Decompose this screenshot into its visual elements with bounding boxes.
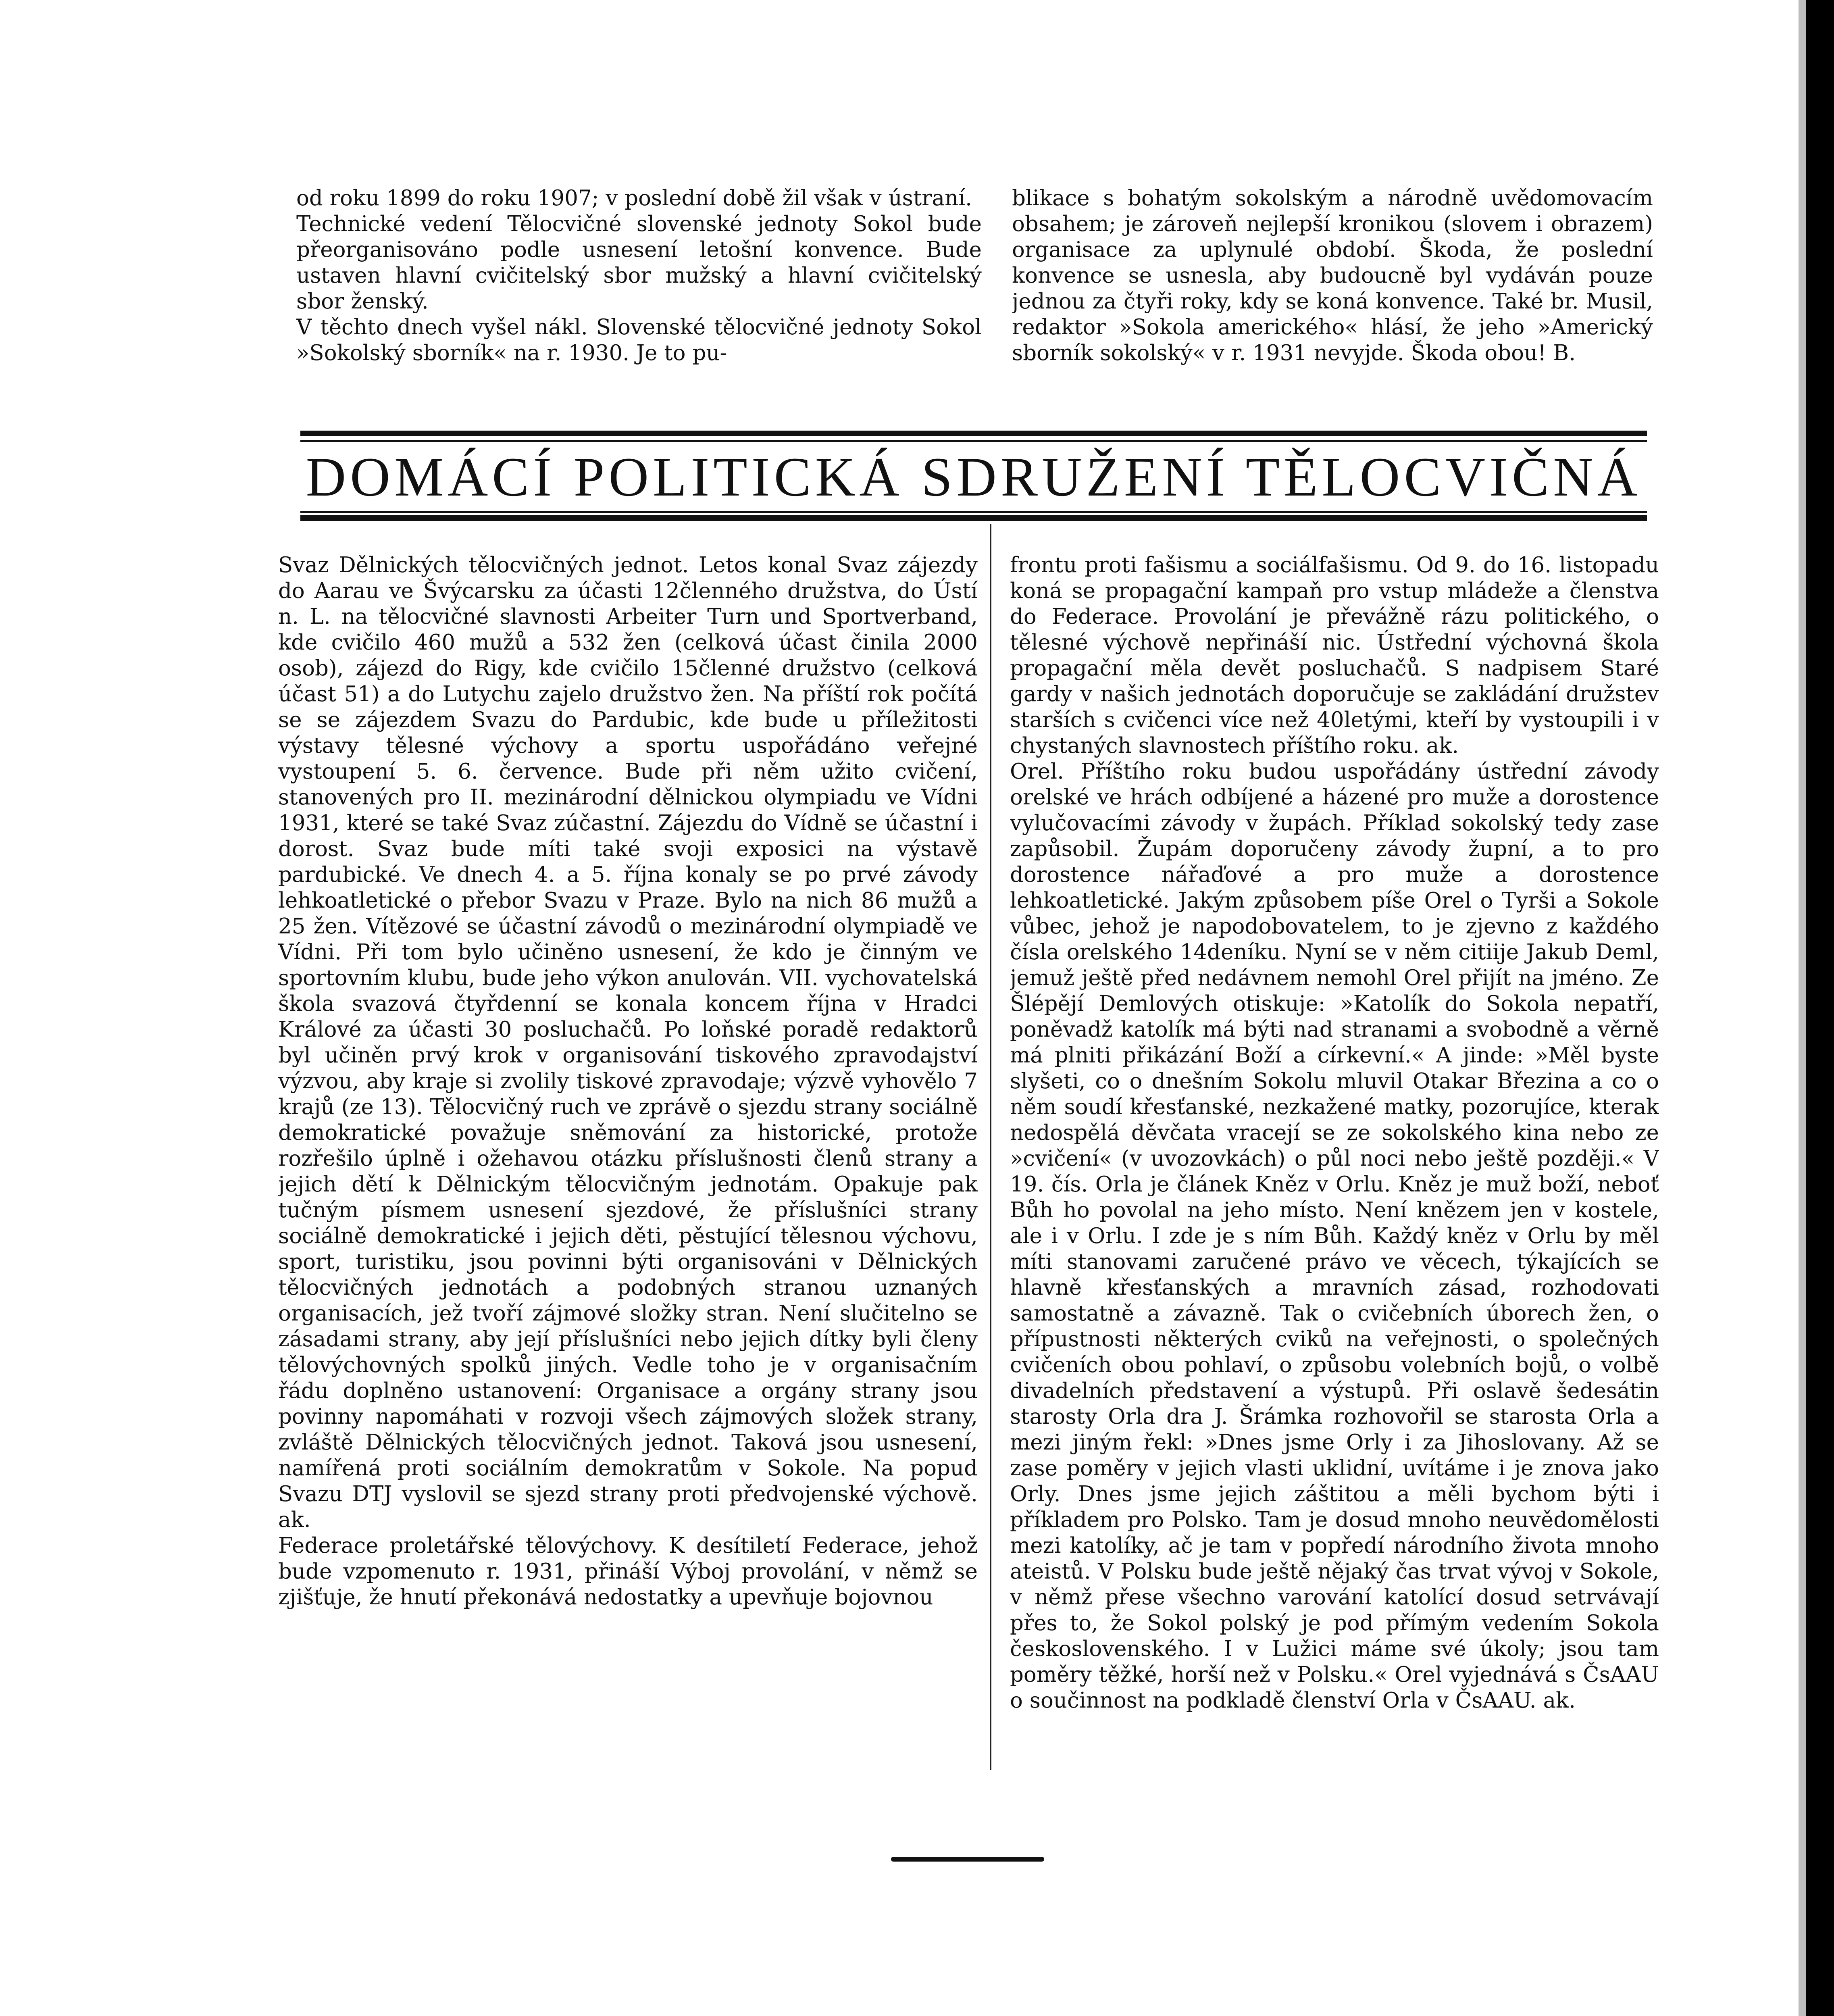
column-divider <box>990 524 991 1770</box>
section-end-ornament <box>891 1857 1044 1862</box>
title-rule-thin-top <box>300 440 1647 442</box>
scan-border-gray <box>1799 0 1806 2016</box>
top-left-text: od roku 1899 do roku 1907; v poslední době žil však v ústraní. Technické vedení Tělocvičné slovenské jednoty Sokol bude přeorganisováno podle usnesení letošní konvence. Bude ustaven hlavní cvičitelský sbor mužský a hlavní cvičitelský sbor ženský. V těchto dnech vyšel nákl. Slovenské tělocvičné jednoty Sokol »Sokolský sborník« na r. 1930. Je to pu- <box>296 186 982 365</box>
right-column-text: frontu proti fašismu a sociálfašismu. Od 9. do 16. listopadu koná se propagační kampaň pro vstup mládeže a členstva do Federace. Provolání je převážně rázu politického, o tělesné výchově nepřináší nic. Ústřední výchovná škola propagační měla devět posluchačů. S nadpisem Staré gardy v našich jednotách doporučuje se zakládání družstev starších s cvičenci více než 40letými, kteří by vystoupili i v chystaných slavnostech příštího roku. ak. Orel. Příštího roku budou uspořádány ústřední závody orelské ve hrách odbíjené a házené pro muže a dorostence vylučovacími závody v župách. Příklad sokolský tedy zase zapůsobil. Župám doporučeny závody župní, a to pro dorostence nářaďové a pro muže a dorostence lehkoatletické. Jakým způsobem píše Orel o Tyrši a Sokole vůbec, jehož je napodobovatelem, to je zjevno z každého čísla orelského 14deníku. Nyní se v něm citiije Jakub Deml, jemuž ještě před nedávnem nemohl Orel přijít na jméno. Ze Šlépějí Demlových otiskuje: »Katolík do Sokola nepatří, poněvadž katolík má býti nad stranami a svobodně a věrně má plniti přikázání Boží a církevní.« A jinde: »Měl byste slyšeti, co o dnešním Sokolu mluvil Otakar Březina a co o něm soudí křesťanské, nezkažené matky, pozorujíce, kterak nedospělá děvčata vracejí se ze sokolského kina nebo ze »cvičení« (v uvozovkách) o půl noci nebo ještě později.« V 19. čís. Orla je článek Kněz v Orlu. Kněz je muž boží, neboť Bůh ho povolal na jeho místo. Není knězem jen v kostele, ale i v Orlu. I zde je s ním Bůh. Každý kněz v Orlu by měl míti stanovami zaručené právo ve věcech, týkajících se hlavně křesťanských a mravních zásad, rozhodovati samostatně a závazně. Tak o cvičebních úborech žen, o přípustnosti některých cviků na veřejnosti, o společných cvičeních obou pohlaví, o způsobu volebních bojů, o volbě divadelních představení a výstupů. Při oslavě šedesátin starosty Orla dra J. Šrámka rozhovořil se starosta Orla a mezi jiným řekl: »Dnes jsme Orly i za Jihoslovany. Až se zase poměry v jejich vlasti uklidní, uvítáme i je znova jako Orly. Dnes jsme jejich záštitou a měli bychom býti i příkladem pro Polsko. Tam je dosud mnoho neuvědomělosti mezi katolíky, ač je tam v popředí národního života mnoho ateistů. V Polsku bude ještě nějaký čas trvat vývoj v Sokole, v němž přese všechno varování katolící dosud setrvávají přes to, že Sokol polský je pod přímým vedením Sokola československého. I v Lužici máme své úkoly; jsou tam poměry těžké, horší než v Polsku.« Orel vyjednává s ČsAAU o součinnost na podkladě členství Orla v ČsAAU. ak. <box>1010 553 1659 1713</box>
title-rule-thin-bottom <box>300 511 1647 513</box>
title-rule-thick-bottom <box>300 515 1647 521</box>
left-column-text: Svaz Dělnických tělocvičných jednot. Letos konal Svaz zájezdy do Aarau ve Švýcarsku za účasti 12členného družstva, do Ústí n. L. na tělocvičné slavnosti Arbeiter Turn und Sportverband, kde cvičilo 460 mužů a 532 žen (celková účast činila 2000 osob), zájezd do Rigy, kde cvičilo 15členné družstvo (celková účast 51) a do Lutychu zajelo družstvo žen. Na příští rok počítá se se zájezdem Svazu do Pardubic, kde bude u příležitosti výstavy tělesné výchovy a sportu uspořádáno veřejné vystoupení 5. 6. července. Bude při něm užito cvičení, stanovených pro II. mezinárodní dělnickou olympiadu ve Vídni 1931, které se také Svaz zúčastní. Zájezdu do Vídně se účastní i dorost. Svaz bude míti také svoji exposici na výstavě pardubické. Ve dnech 4. a 5. října konaly se po prvé závody lehkoatletické o přebor Svazu v Praze. Bylo na nich 86 mužů a 25 žen. Vítězové se účastní závodů o mezinárodní olympiadě ve Vídni. Při tom bylo učiněno usnesení, že kdo je činným ve sportovním klubu, bude jeho výkon anulován. VII. vychovatelská škola svazová čtyřdenní se konala koncem října v Hradci Králové za účasti 30 posluchačů. Po loňské poradě redaktorů byl učiněn prvý krok v organisování tiskového zpravodajství výzvou, aby kraje si zvolily tiskové zpravodaje; výzvě vyhovělo 7 krajů (ze 13). Tělocvičný ruch ve zprávě o sjezdu strany sociálně demokratické považuje sněmování za historické, protože rozřešilo úplně i ožehavou otázku příslušnosti členů strany a jejich dětí k Dělnickým tělocvičným jednotám. Opakuje pak tučným písmem usnesení sjezdové, že příslušníci strany sociálně demokratické i jejich děti, pěstující tělesnou výchovu, sport, turistiku, jsou povinni býti organisováni v Dělnických tělocvičných jednotách a podobných stranou uznaných organisacích, jež tvoří zájmové složky stran. Není slučitelno se zásadami strany, aby její příslušníci nebo jejich dítky byli členy tělovýchovných spolků jiných. Vedle toho je v organisačním řádu doplněno ustanovení: Organisace a orgány strany jsou povinny napomáhati v rozvoji všech zájmových složek strany, zvláště Dělnických tělocvičných jednot. Taková jsou usnesení, namířená proti sociálním demokratům v Sokole. Na popud Svazu DTJ vyslovil se sjezd strany proti předvojenské výchově. ak. Federace proletářské tělovýchovy. K desítiletí Federace, jehož bude vzpomenuto r. 1931, přináší Výboj provolání, v němž se zjišťuje, že hnutí překonává nedostatky a upevňuje bojovnou <box>278 553 978 1610</box>
title-rule-thick-top <box>300 431 1647 436</box>
top-right-text: blikace s bohatým sokolským a národně uvědomovacím obsahem; je zároveň nejlepší kronikou (slovem i obrazem) organisace za uplynulé období. Škoda, že poslední konvence se usnesla, aby budoucně byl vydáván pouze jednou za čtyři roky, kdy se koná konvence. Také br. Musil, redaktor »Sokola amerického« hlásí, že jeho »Americký sborník sokolský« v r. 1931 nevyjde. Škoda obou! B. <box>1012 186 1653 365</box>
section-title: DOMÁCÍ POLITICKÁ SDRUŽENÍ TĚLOCVIČNÁ <box>306 446 1642 508</box>
scan-border-black <box>1806 0 1834 2016</box>
